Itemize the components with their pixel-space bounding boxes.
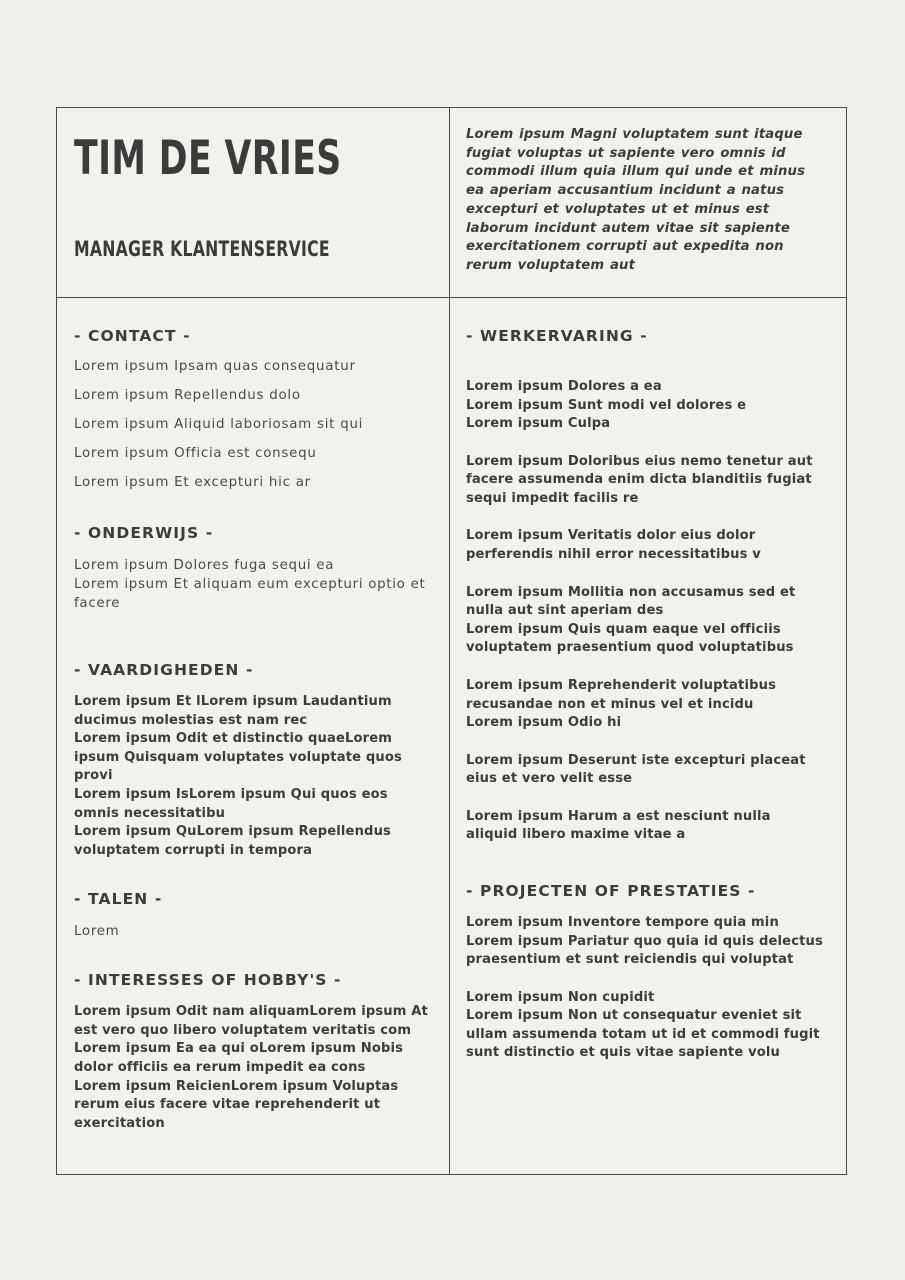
spacer: [74, 941, 433, 971]
experience-entry: [466, 584, 824, 658]
project-entry: [466, 989, 824, 1063]
spacer: [466, 789, 824, 808]
spacer: [74, 504, 433, 524]
section-projects: [466, 882, 824, 1063]
page-title: TIM DE VRIES: [74, 131, 342, 186]
experience-entry: [466, 453, 824, 509]
spacer: [466, 970, 824, 989]
section-experience: [466, 327, 824, 845]
experience-entry: [466, 378, 824, 434]
section-languages: [74, 890, 433, 941]
contact-item: Lorem ipsum Repellendus dolo: [74, 388, 301, 403]
education-entry: Lorem ipsum Dolores fuga sequi ea: [74, 558, 335, 573]
contact-item: Lorem ipsum Officia est consequ: [74, 446, 317, 461]
spacer: [466, 508, 824, 527]
interest-entry: Lorem ipsum ReicienLorem ipsum Voluptas rerum eius facere vitae reprehenderit ut exercitation: [74, 1078, 399, 1131]
section-heading-interests: - INTERESSES OF HOBBY'S -: [74, 971, 342, 990]
experience-entry: [466, 527, 824, 564]
section-interests: [74, 971, 433, 1133]
experience-line: Lorem ipsum Reprehenderit voluptatibus recusandae non et minus vel et incidu: [466, 677, 777, 712]
experience-line: Lorem ipsum Quis quam eaque vel officiis voluptatem praesentium quod voluptatibus: [466, 621, 794, 656]
experience-line: Lorem ipsum Harum a est nesciunt nulla aliquid libero maxime vitae a: [466, 808, 771, 843]
experience-entry: [466, 677, 824, 733]
section-heading-education: - ONDERWIJS -: [74, 524, 214, 542]
section-heading-skills: - VAARDIGHEDEN -: [74, 661, 254, 680]
experience-line: Lorem ipsum Mollitia non accusamus sed et nulla aut sint aperiam des: [466, 584, 796, 619]
spacer: [466, 845, 824, 882]
experience-line: Lorem ipsum Odio hi: [466, 715, 622, 731]
experience-line: Lorem ipsum Doloribus eius nemo tenetur aut facere assumenda enim dicta blanditiis fugiat sequi impedit facilis re: [466, 453, 813, 506]
section-contact: [74, 327, 433, 490]
section-heading-languages: - TALEN -: [74, 890, 163, 909]
skill-entry: Lorem ipsum Et lLorem ipsum Laudantium ducimus molestias est nam rec: [74, 694, 392, 728]
experience-line: Lorem ipsum Culpa: [466, 416, 611, 432]
section-heading-contact: - CONTACT -: [74, 327, 191, 345]
contact-item: Lorem ipsum Aliquid laboriosam sit qui: [74, 417, 364, 432]
education-entry: Lorem ipsum Et aliquam eum excepturi optio et facere: [74, 577, 426, 612]
project-line: Lorem ipsum Pariatur quo quia id quis delectus praesentium et sunt reiciendis qui voluptat: [466, 933, 823, 968]
experience-line: Lorem ipsum Sunt modi vel dolores e: [466, 397, 747, 413]
resume-header: [57, 108, 846, 298]
profile-summary-text: Lorem ipsum Magni voluptatem sunt itaque fugiat voluptas ut sapiente vero omnis id commodi illum quia illum qui unde et minus ea aperiam accusantium incidunt a natus excepturi et voluptates ut et minus est laborum incidunt autem vitae sit sapiente exercitationem corrupti aut expedita non rerum voluptatem aut: [466, 127, 806, 274]
spacer: [466, 359, 824, 378]
resume-body: [57, 298, 846, 1174]
experience-line: Lorem ipsum Dolores a ea: [466, 379, 662, 394]
skill-entry: Lorem ipsum IsLorem ipsum Qui quos eos omnis necessitatibu: [74, 786, 388, 821]
experience-entry: [466, 808, 824, 845]
language-entry: Lorem: [74, 924, 120, 940]
experience-line: Lorem ipsum Veritatis dolor eius dolor perferendis nihil error necessitatibus v: [466, 528, 761, 563]
project-line: Lorem ipsum Inventore tempore quia min: [466, 914, 779, 930]
skill-entry: Lorem ipsum Odit et distinctio quaeLorem ipsum Quisquam voluptates voluptate quos provi: [74, 731, 402, 784]
experience-line: Lorem ipsum Deserunt iste excepturi placeat eius et vero velit esse: [466, 752, 806, 787]
spacer: [466, 434, 824, 453]
interest-entry: Lorem ipsum Ea ea qui oLorem ipsum Nobis dolor officiis ea rerum impedit ea cons: [74, 1041, 404, 1076]
spacer: [466, 733, 824, 752]
spacer: [74, 613, 433, 661]
interest-entry: Lorem ipsum Odit nam aliquamLorem ipsum At est vero quo libero voluptatem veritatis com: [74, 1004, 428, 1038]
project-line: Lorem ipsum Non ut consequatur eveniet sit ullam assumenda totam ut id et commodi fugit sunt distinctio et quis vitae sapiente volu: [466, 1008, 820, 1061]
section-heading-experience: - WERKERVARING -: [466, 327, 648, 345]
spacer: [466, 565, 824, 584]
spacer: [74, 860, 433, 890]
header-identity: [57, 108, 450, 297]
skill-entry: Lorem ipsum QuLorem ipsum Repellendus voluptatem corrupti in tempora: [74, 824, 391, 858]
section-skills: [74, 661, 433, 860]
spacer: [466, 658, 824, 677]
left-column: [57, 298, 450, 1174]
right-column: [450, 298, 846, 1174]
project-line: Lorem ipsum Non cupidit: [466, 989, 655, 1005]
resume-sheet: [56, 107, 847, 1175]
experience-entry: [466, 752, 824, 789]
contact-item: Lorem ipsum Ipsam quas consequatur: [74, 359, 356, 374]
project-entry: [466, 914, 824, 970]
job-title: MANAGER KLANTENSERVICE: [74, 236, 330, 261]
section-education: [74, 524, 433, 613]
section-heading-projects: - PROJECTEN OF PRESTATIES -: [466, 881, 756, 900]
contact-item: Lorem ipsum Et excepturi hic ar: [74, 475, 311, 490]
header-summary: [450, 108, 846, 297]
